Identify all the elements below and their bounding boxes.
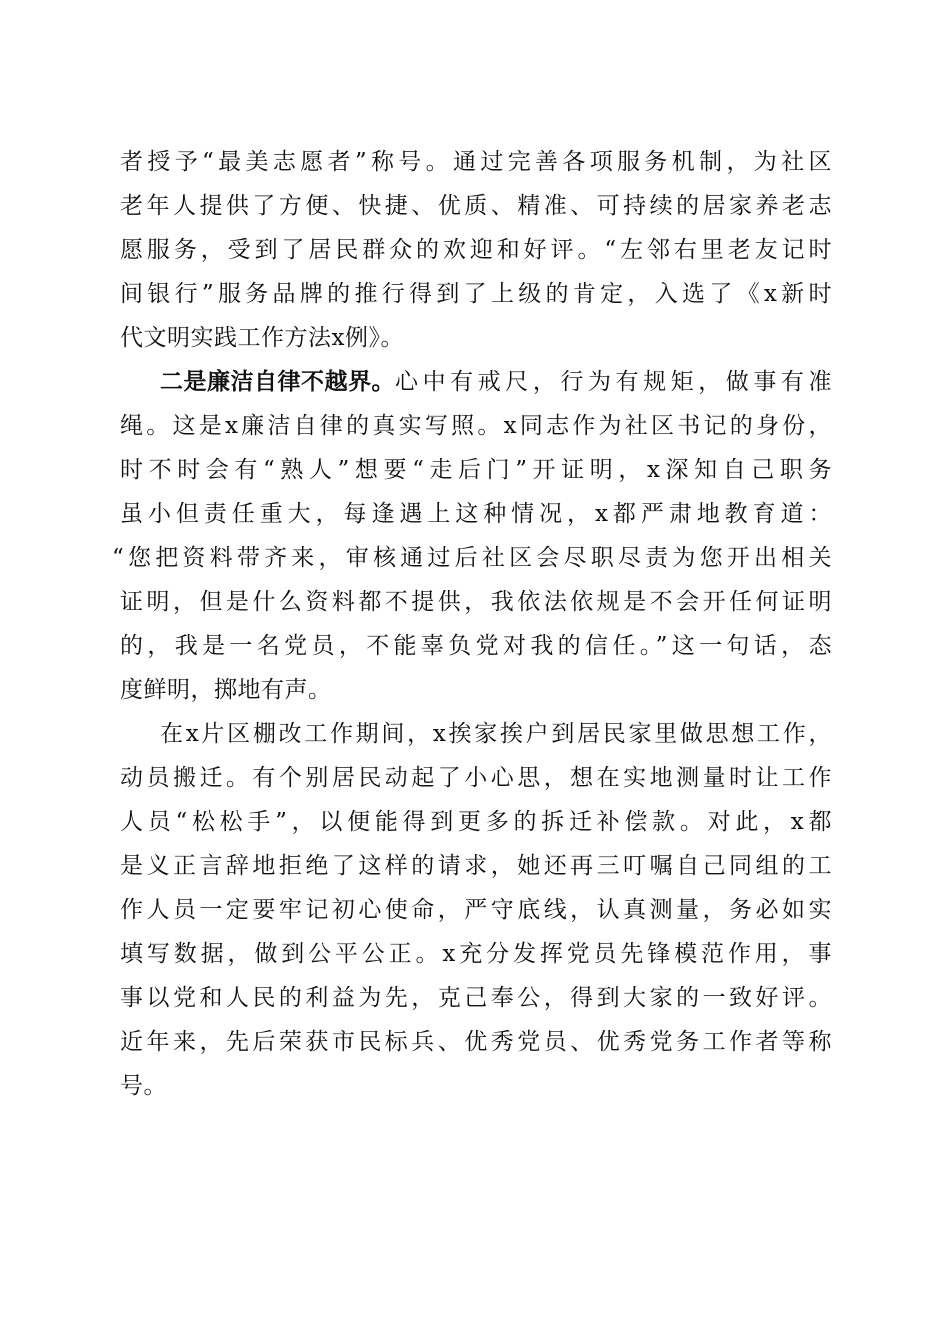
paragraph-2-line-2: 绳。这是x廉洁自律的真实写照。x同志作为社区书记的身份， [120, 413, 832, 439]
paragraph-2-line-5: “您把资料带齐来，审核通过后社区会尽职尽责为您开出相关 [112, 545, 832, 571]
paragraph-3-line-6: 填写数据，做到公平公正。x充分发挥党员先锋模范作用，事 [120, 941, 832, 967]
paragraph-1-line-5: 代文明实践工作方法x例》。 [120, 325, 404, 351]
paragraph-1-line-2: 老年人提供了方便、快捷、优质、精准、可持续的居家养老志 [120, 193, 832, 219]
paragraph-3-line-7: 事以党和人民的利益为先，克己奉公，得到大家的一致好评。 [120, 985, 832, 1011]
paragraph-2-first-line-rest: 心中有戒尺，行为有规矩，做事有准 [395, 369, 832, 395]
paragraph-2-heading: 二是廉洁自律不越界。 [160, 368, 395, 395]
paragraph-3-line-5: 作人员一定要牢记初心使命，严守底线，认真测量，务必如实 [120, 897, 832, 923]
paragraph-1-line-1: 者授予“最美志愿者”称号。通过完善各项服务机制，为社区 [120, 149, 832, 175]
paragraph-3-line-4: 是义正言辞地拒绝了这样的请求，她还再三叮嘱自己同组的工 [120, 853, 832, 879]
paragraph-3-line-8: 近年来，先后荣获市民标兵、优秀党员、优秀党务工作者等称 [120, 1029, 832, 1055]
paragraph-2-line-1 [160, 366, 832, 398]
paragraph-2-line-4: 虽小但责任重大，每逢遇上这种情况，x都严肃地教育道： [120, 501, 832, 527]
paragraph-3-line-9: 号。 [120, 1073, 167, 1099]
paragraph-3-line-2: 动员搬迁。有个别居民动起了小心思，想在实地测量时让工作 [120, 765, 832, 791]
paragraph-2-line-6: 证明，但是什么资料都不提供，我依法依规是不会开任何证明 [120, 589, 832, 615]
paragraph-3-line-3: 人员“松松手”，以便能得到更多的拆迁补偿款。对此，x都 [120, 809, 832, 835]
paragraph-3-line-1: 在x片区棚改工作期间，x挨家挨户到居民家里做思想工作， [160, 721, 832, 747]
paragraph-2-line-7: 的，我是一名党员，不能辜负党对我的信任。”这一句话，态 [120, 633, 832, 659]
paragraph-2-line-8: 度鲜明，掷地有声。 [120, 677, 332, 703]
paragraph-1-line-3: 愿服务，受到了居民群众的欢迎和好评。“左邻右里老友记时 [120, 237, 832, 263]
paragraph-1-line-4: 间银行”服务品牌的推行得到了上级的肯定，入选了《x新时 [120, 281, 832, 307]
paragraph-2-line-3: 时不时会有“熟人”想要“走后门”开证明，x深知自己职务 [120, 457, 832, 483]
